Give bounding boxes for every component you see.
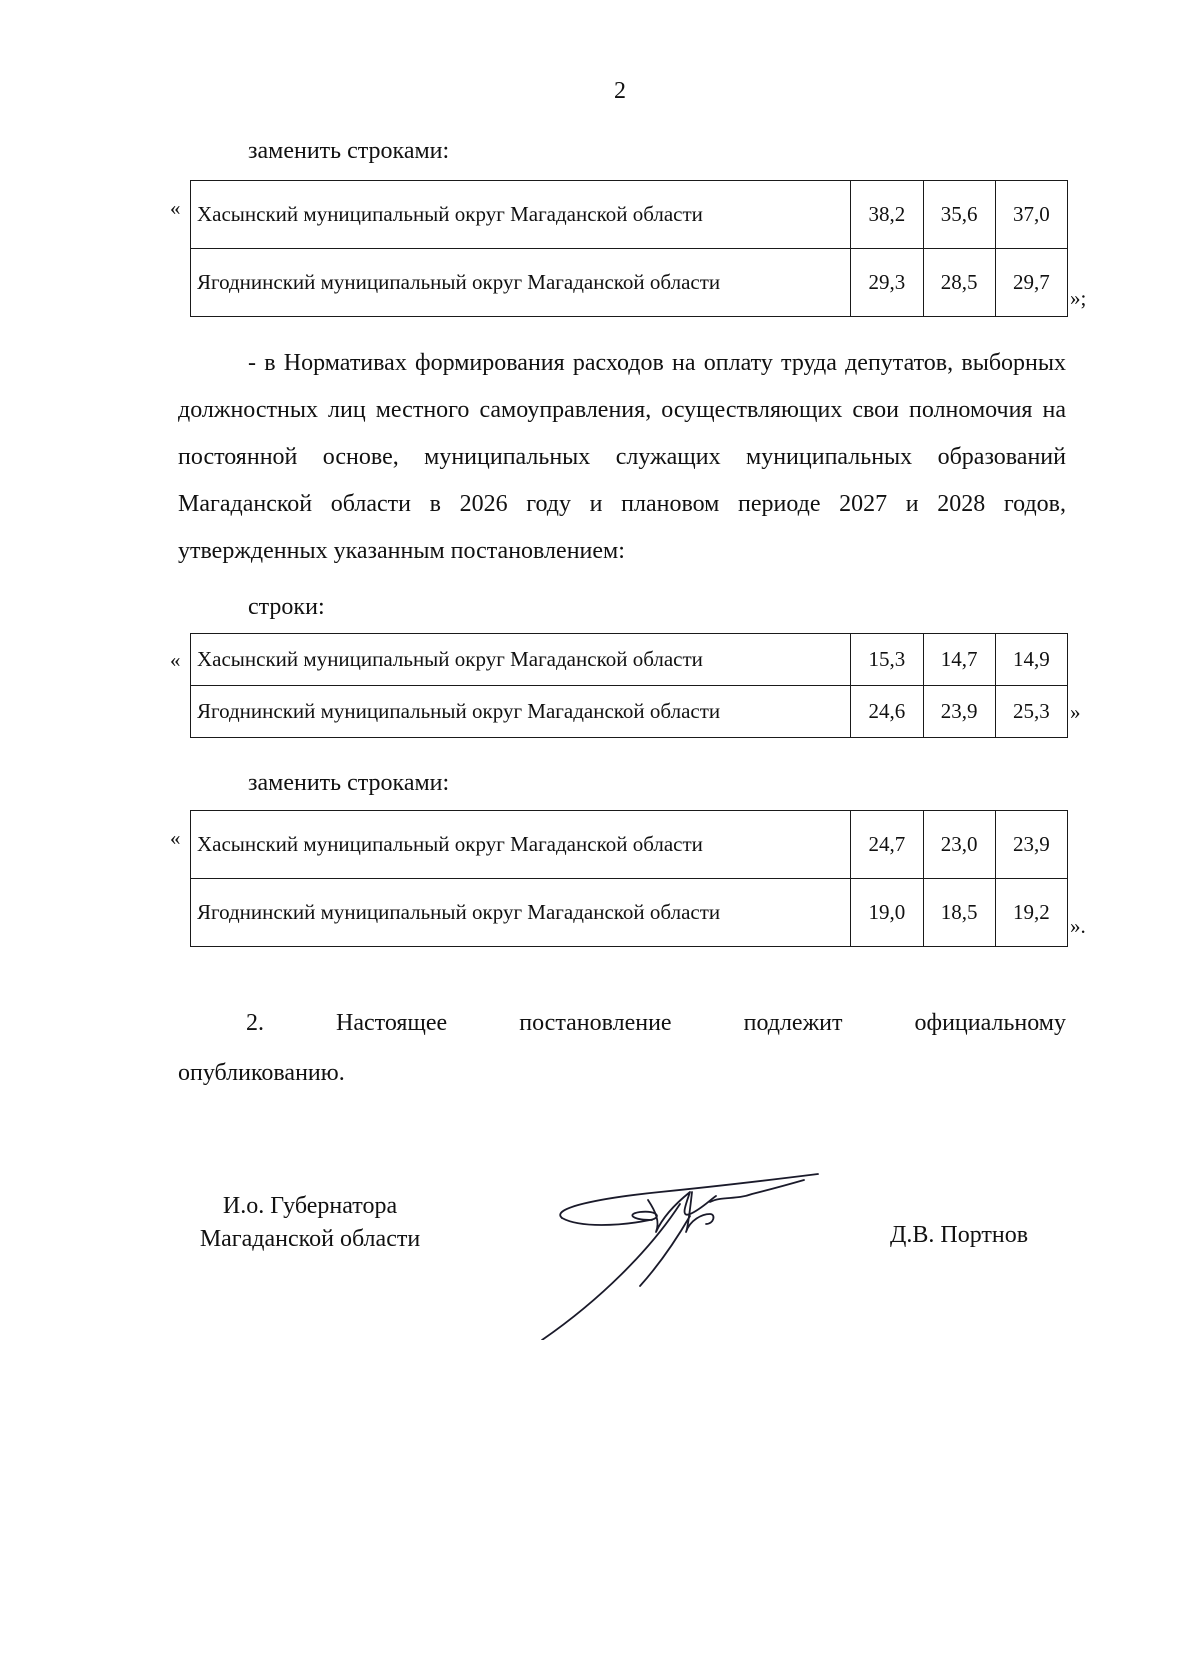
district-name: Хасынский муниципальный округ Магаданской области	[191, 811, 851, 879]
district-name: Хасынский муниципальный округ Магаданской области	[191, 634, 851, 686]
block2-open-quote: «	[170, 648, 181, 672]
block3-intro: заменить строками:	[248, 770, 450, 796]
value-cell: 18,5	[923, 879, 995, 947]
table-row	[191, 879, 1068, 947]
table-row	[191, 181, 1068, 249]
value-cell: 29,3	[851, 249, 923, 317]
block3-close-quote: ».	[1070, 914, 1086, 938]
value-cell: 25,3	[995, 686, 1067, 738]
publication-clause	[178, 998, 1066, 1098]
table-row	[191, 634, 1068, 686]
table-row	[191, 811, 1068, 879]
block2-table	[190, 633, 1068, 738]
value-cell: 29,7	[995, 249, 1067, 317]
value-cell: 23,9	[995, 811, 1067, 879]
district-name: Хасынский муниципальный округ Магаданской области	[191, 181, 851, 249]
block3-table	[190, 810, 1068, 947]
block1-close-quote: »;	[1070, 286, 1087, 310]
value-cell: 24,7	[851, 811, 923, 879]
position-line: И.о. Губернатора	[222, 1193, 398, 1219]
norms-paragraph: - в Нормативах формирования расходов на оплату труда депутатов, выборных должностных лиц местного самоуправления, осуществляющих свои полномочия на постоянной основе, муниципальных служащих муниципальных образований Магаданской области в 2026 году и плановом периоде 2027 и 2028 годов, утвержденных указанным постановлением:	[178, 350, 1066, 564]
value-cell: 24,6	[851, 686, 923, 738]
block3-open-quote: «	[170, 826, 181, 850]
block1-intro: заменить строками:	[248, 138, 450, 164]
value-cell: 38,2	[851, 181, 923, 249]
value-cell: 28,5	[923, 249, 995, 317]
publication-word: официальному	[914, 1010, 1066, 1036]
publication-word: постановление	[519, 1010, 672, 1036]
block2-intro: строки:	[248, 594, 325, 620]
position-line: Магаданской области	[199, 1226, 421, 1252]
value-cell: 23,9	[923, 686, 995, 738]
value-cell: 19,0	[851, 879, 923, 947]
publication-first-line	[178, 998, 1066, 1048]
block1-open-quote: «	[170, 196, 181, 220]
handwritten-signature	[540, 1170, 840, 1340]
value-cell: 37,0	[995, 181, 1067, 249]
block2-close-quote: »	[1070, 700, 1081, 724]
publication-word: подлежит	[743, 1010, 843, 1036]
clause-number: 2.	[246, 1010, 264, 1036]
page-number: 2	[614, 78, 626, 104]
table-row	[191, 249, 1068, 317]
signatory-position	[180, 1190, 440, 1256]
district-name: Ягоднинский муниципальный округ Магаданской области	[191, 686, 851, 738]
value-cell: 15,3	[851, 634, 923, 686]
district-name: Ягоднинский муниципальный округ Магаданской области	[191, 879, 851, 947]
value-cell: 23,0	[923, 811, 995, 879]
block1-table	[190, 180, 1068, 317]
value-cell: 19,2	[995, 879, 1067, 947]
value-cell: 14,7	[923, 634, 995, 686]
publication-last-line: опубликованию.	[178, 1060, 345, 1086]
value-cell: 35,6	[923, 181, 995, 249]
publication-word: Настоящее	[336, 1010, 448, 1036]
signatory-name: Д.В. Портнов	[890, 1222, 1029, 1248]
value-cell: 14,9	[995, 634, 1067, 686]
table-row	[191, 686, 1068, 738]
district-name: Ягоднинский муниципальный округ Магаданской области	[191, 249, 851, 317]
